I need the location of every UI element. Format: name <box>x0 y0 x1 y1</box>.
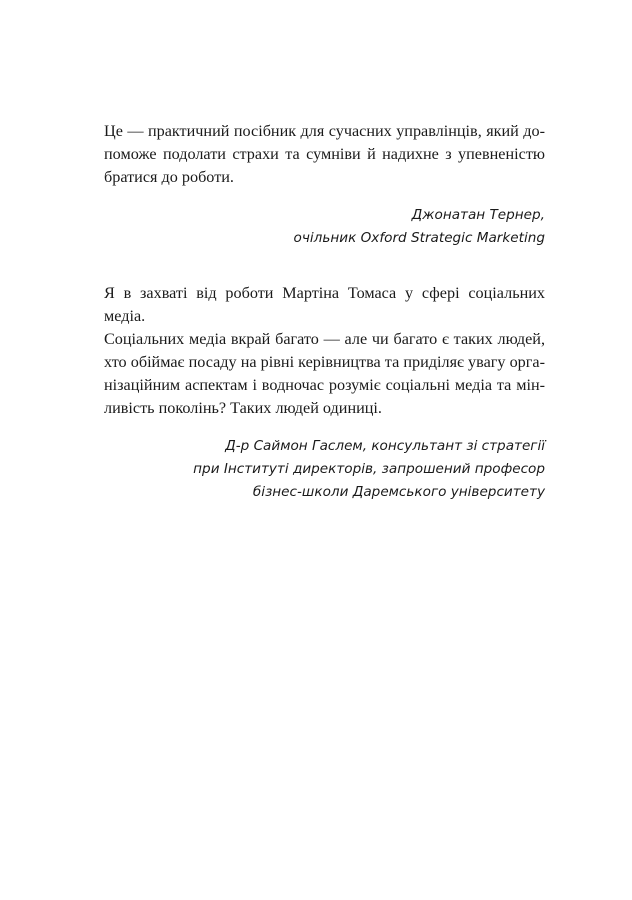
endorsement-quote-1 <box>104 120 545 250</box>
quote-line: братися до роботи. <box>104 168 234 186</box>
quote-line: Я в захваті від роботи Мартіна Томаса у сфері соціальних медіа. <box>104 284 545 325</box>
quote-text <box>104 120 545 189</box>
quote-line: Соціальних медіа вкрай багато — але чи багато є таких людей, <box>104 330 545 348</box>
attribution-line: Д-р Саймон Гаслем, консультант зі стратегії <box>225 438 545 454</box>
endorsement-quote-2 <box>104 282 545 504</box>
quote-attribution <box>104 204 545 250</box>
quote-line: Це — практичний посібник для сучасних управлінців, який до- <box>104 122 545 140</box>
attribution-line: очільник Oxford Strategic Marketing <box>293 230 545 246</box>
quote-line: ливість поколінь? Таких людей одиниці. <box>104 399 382 417</box>
quote-line: нізаційним аспектам і водночас розуміє соціальні медіа та мін- <box>104 376 545 394</box>
quote-line: поможе подолати страхи та сумніви й надихне з упевненістю <box>104 145 545 163</box>
quote-attribution <box>104 435 545 504</box>
quote-text <box>104 282 545 420</box>
attribution-line: бізнес-школи Даремського університету <box>252 484 545 500</box>
quote-line: хто обіймає посаду на рівні керівництва та приділяє увагу орга- <box>104 353 545 371</box>
attribution-line: Джонатан Тернер, <box>411 207 545 223</box>
attribution-line: при Інституті директорів, запрошений професор <box>193 461 545 477</box>
